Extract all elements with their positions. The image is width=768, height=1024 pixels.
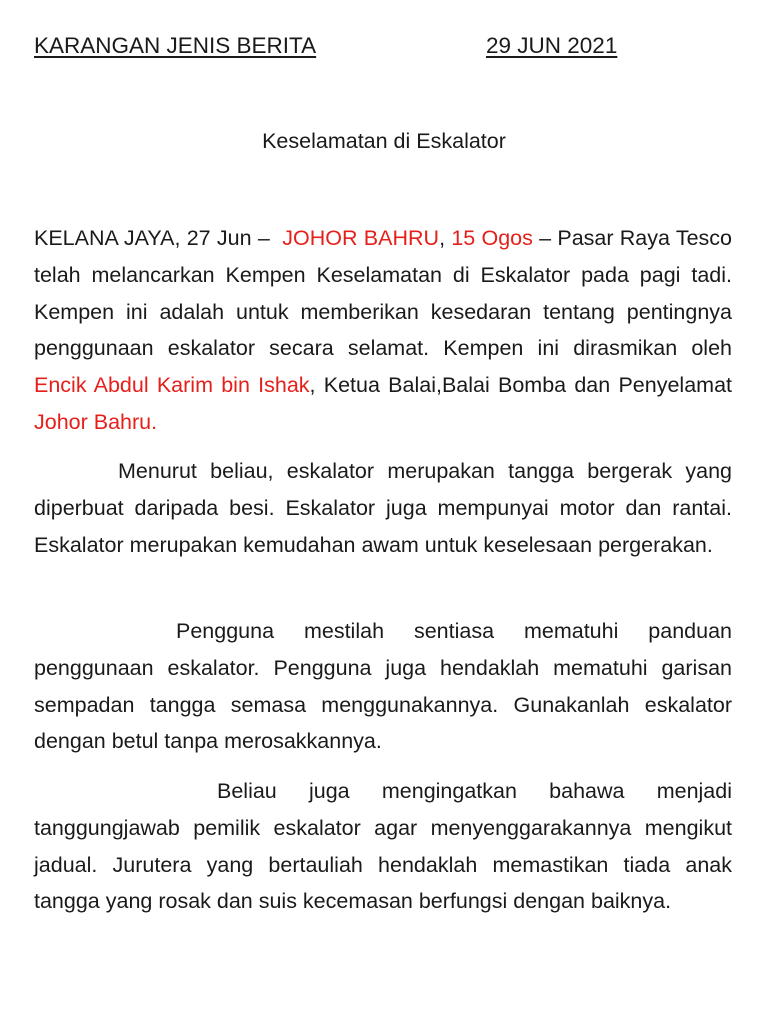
- paragraph-1: [34, 220, 732, 441]
- paragraph-1-text-b: , Ketua Balai,Balai Bomba dan Penyelamat: [309, 373, 732, 398]
- news-title: Keselamatan di Eskalator: [262, 129, 506, 153]
- essay-type-heading: KARANGAN JENIS BERITA: [34, 33, 317, 58]
- paragraph-4: Beliau juga mengingatkan bahawa menjadi tanggungjawab pemilik eskalator agar menyenggarakannya mengikut jadual. Jurutera yang bertauliah hendaklah memastikan tiada anak tangga yang rosak dan suis kecemasan berfungsi dengan baiknya.: [34, 779, 732, 914]
- document-header: [34, 30, 734, 62]
- comma: ,: [439, 226, 446, 250]
- paragraph-2: Menurut beliau, eskalator merupakan tangga bergerak yang diperbuat daripada besi. Eskalator juga mempunyai motor dan rantai. Eskalator merupakan kemudahan awam untuk keselesaan pergerakan.: [34, 459, 732, 557]
- station-location: Johor Bahru.: [34, 409, 158, 434]
- corrected-date: 15 Ogos: [451, 226, 533, 250]
- original-dateline: KELANA JAYA, 27 Jun –: [34, 226, 270, 250]
- officer-name: Encik Abdul Karim bin Ishak: [34, 373, 310, 398]
- corrected-location: JOHOR BAHRU: [282, 226, 440, 250]
- paragraph-3: Pengguna mestilah sentiasa mematuhi panduan penggunaan eskalator. Pengguna juga hendaklah mematuhi garisan sempadan tangga semasa menggunakannya. Gunakanlah eskalator dengan betul tanpa merosakkannya.: [34, 619, 732, 754]
- essay-date: 29 JUN 2021: [486, 33, 618, 58]
- paragraph-1-text-a: – Pasar Raya Tesco telah melancarkan Kempen Keselamatan di Eskalator pada pagi tadi. Kempen ini adalah untuk memberikan kesedaran tentang pentingnya penggunaan eskalator secara selamat. Kempen ini dirasmikan oleh: [34, 226, 733, 361]
